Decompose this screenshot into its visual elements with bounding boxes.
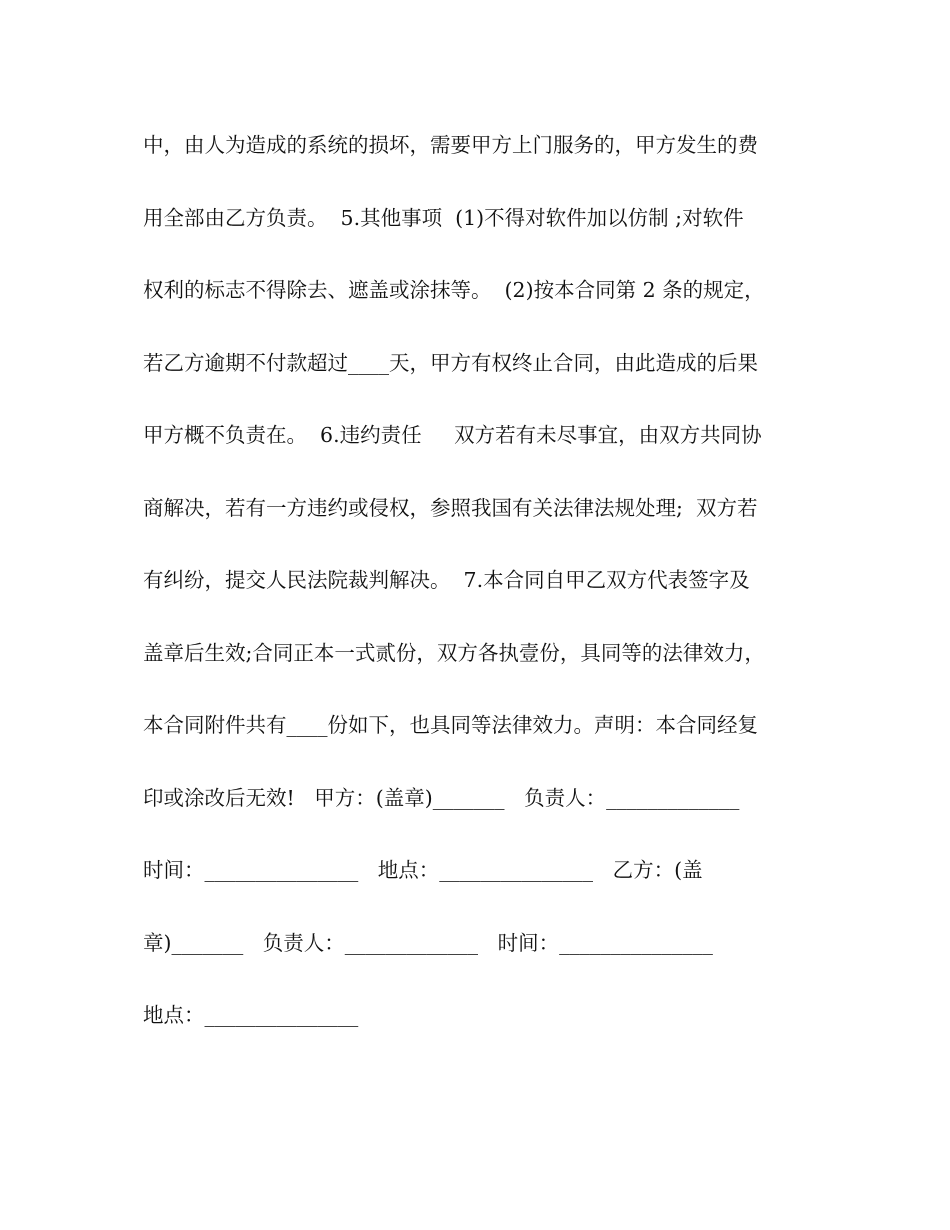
text-line: 商解决，若有一方违约或侵权，参照我国有关法律法规处理; 双方若 bbox=[143, 495, 758, 520]
text-line: 盖章后生效;合同正本一式贰份，双方各执壹份，具同等的法律效力， bbox=[143, 640, 765, 665]
text-line: 权利的标志不得除去、遮盖或涂抹等。 (2)按本合同第 2 条的规定， bbox=[143, 278, 765, 302]
text-line: 用全部由乙方负责。 5.其他事项 (1)不得对软件加以仿制 ;对软件 bbox=[143, 205, 744, 230]
signature-line-party-a: 印或涂改后无效! 甲方：(盖章)_______ 负责人：_____________ bbox=[143, 785, 740, 810]
text-line: 本合同附件共有____份如下，也具同等法律效力。声明：本合同经复 bbox=[143, 713, 758, 737]
text-line: 甲方概不负责在。 6.违约责任 双方若有未尽事宜，由双方共同协 bbox=[143, 423, 762, 447]
text-line: 有纠纷，提交人民法院裁判解决。 7.本合同自甲乙双方代表签字及 bbox=[143, 568, 750, 592]
signature-line-place: 地点：_______________ bbox=[143, 1003, 359, 1027]
signature-line-party-b: 章)_______ 负责人：_____________ 时间：_______________ bbox=[143, 930, 713, 955]
signature-line-time-place: 时间：_______________ 地点：_______________ 乙方：(盖 bbox=[143, 858, 703, 882]
contract-text bbox=[143, 125, 813, 1068]
text-line: 中，由人为造成的系统的损坏，需要甲方上门服务的，甲方发生的费 bbox=[143, 133, 758, 157]
text-line: 若乙方逾期不付款超过____天，甲方有权终止合同，由此造成的后果 bbox=[143, 350, 758, 375]
